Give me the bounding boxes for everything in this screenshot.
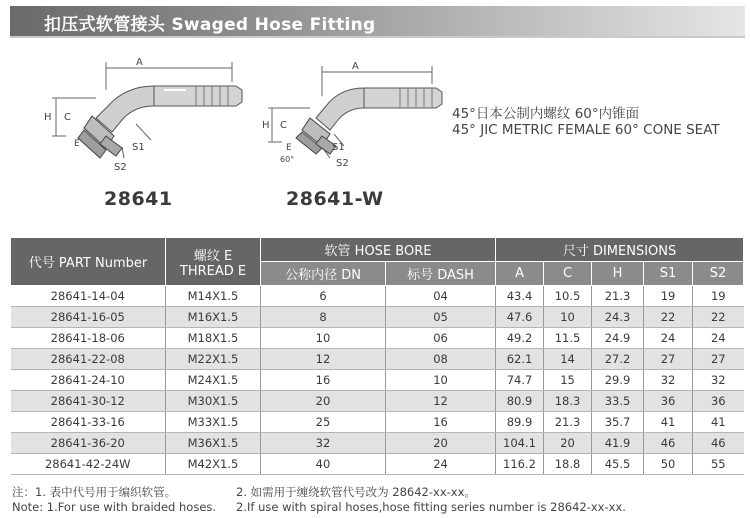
dim-s1-label: S1 bbox=[132, 142, 145, 153]
cell-part-number: 28641-33-16 bbox=[11, 412, 166, 433]
cell-a: 116.2 bbox=[496, 454, 544, 475]
cell-thread: M24X1.5 bbox=[166, 370, 261, 391]
cell-c: 11.5 bbox=[544, 328, 592, 349]
cell-c: 10 bbox=[544, 307, 592, 328]
header-h: H bbox=[592, 262, 644, 286]
cell-c: 10.5 bbox=[544, 286, 592, 307]
cell-dash: 24 bbox=[386, 454, 496, 475]
cell-thread: M36X1.5 bbox=[166, 433, 261, 454]
cell-part-number: 28641-18-06 bbox=[11, 328, 166, 349]
cell-part-number: 28641-14-04 bbox=[11, 286, 166, 307]
header-part-number: 代号 PART Number bbox=[11, 238, 166, 286]
cell-thread: M30X1.5 bbox=[166, 391, 261, 412]
cell-c: 18.8 bbox=[544, 454, 592, 475]
cell-dn: 12 bbox=[261, 349, 386, 370]
cell-c: 14 bbox=[544, 349, 592, 370]
dim-s1-label-w: S1 bbox=[332, 142, 345, 153]
cell-a: 49.2 bbox=[496, 328, 544, 349]
note-2-cn: 2. 如需用于缠绕软管代号改为 28642-xx-xx。 bbox=[236, 485, 476, 499]
fitting-diagram-28641-w bbox=[260, 54, 450, 172]
dim-h-label-w: H bbox=[262, 120, 270, 131]
cell-part-number: 28641-22-08 bbox=[11, 349, 166, 370]
cell-c: 20 bbox=[544, 433, 592, 454]
dim-h-label: H bbox=[44, 112, 52, 123]
note-1-cn: 注：1. 表中代号用于编织软管。 bbox=[12, 485, 177, 499]
cell-thread: M14X1.5 bbox=[166, 286, 261, 307]
cell-s2: 32 bbox=[693, 370, 744, 391]
cell-s2: 46 bbox=[693, 433, 744, 454]
cell-s2: 36 bbox=[693, 391, 744, 412]
cell-dash: 06 bbox=[386, 328, 496, 349]
cell-a: 43.4 bbox=[496, 286, 544, 307]
cell-thread: M18X1.5 bbox=[166, 328, 261, 349]
cell-thread: M16X1.5 bbox=[166, 307, 261, 328]
page-title: 扣压式软管接头 Swaged Hose Fitting bbox=[44, 15, 376, 35]
cell-s1: 27 bbox=[644, 349, 693, 370]
dim-e-label-w: E bbox=[286, 143, 292, 153]
cell-dash: 20 bbox=[386, 433, 496, 454]
table-row bbox=[11, 286, 744, 307]
cell-h: 29.9 bbox=[592, 370, 644, 391]
cell-s2: 55 bbox=[693, 454, 744, 475]
table-row bbox=[11, 433, 744, 454]
cell-s1: 32 bbox=[644, 370, 693, 391]
dim-e-label: E bbox=[74, 139, 80, 149]
spec-table bbox=[10, 237, 744, 475]
cell-h: 21.3 bbox=[592, 286, 644, 307]
table-row bbox=[11, 370, 744, 391]
note-2-en: 2.If use with spiral hoses,hose fitting series number is 28642-xx-xx. bbox=[236, 500, 626, 514]
table-row bbox=[11, 328, 744, 349]
table-row bbox=[11, 391, 744, 412]
table-row bbox=[11, 349, 744, 370]
table-row bbox=[11, 307, 744, 328]
cell-dn: 16 bbox=[261, 370, 386, 391]
cell-s1: 22 bbox=[644, 307, 693, 328]
cell-s1: 24 bbox=[644, 328, 693, 349]
note-1-en: Note: 1.For use with braided hoses. bbox=[12, 500, 217, 514]
fitting-diagram-28641 bbox=[36, 52, 250, 180]
cell-part-number: 28641-42-24W bbox=[11, 454, 166, 475]
cell-s2: 41 bbox=[693, 412, 744, 433]
cell-dn: 25 bbox=[261, 412, 386, 433]
cell-thread: M22X1.5 bbox=[166, 349, 261, 370]
cell-dn: 10 bbox=[261, 328, 386, 349]
cell-s1: 50 bbox=[644, 454, 693, 475]
spec-table-body bbox=[11, 286, 744, 475]
cell-dn: 40 bbox=[261, 454, 386, 475]
header-thread-en: THREAD E bbox=[179, 263, 247, 279]
cell-c: 18.3 bbox=[544, 391, 592, 412]
header-s1: S1 bbox=[644, 262, 693, 286]
cell-a: 89.9 bbox=[496, 412, 544, 433]
cell-a: 62.1 bbox=[496, 349, 544, 370]
cell-s1: 36 bbox=[644, 391, 693, 412]
cell-dash: 16 bbox=[386, 412, 496, 433]
header-hose-bore: 软管 HOSE BORE bbox=[261, 238, 496, 262]
header-s2: S2 bbox=[693, 262, 744, 286]
cell-part-number: 28641-30-12 bbox=[11, 391, 166, 412]
header-thread bbox=[166, 238, 261, 286]
header-c: C bbox=[544, 262, 592, 286]
dim-angle-label-w: 60° bbox=[280, 155, 295, 164]
dim-c-label-w: C bbox=[280, 120, 287, 131]
cell-thread: M33X1.5 bbox=[166, 412, 261, 433]
header-dn: 公称内径 DN bbox=[261, 262, 386, 286]
cell-dash: 05 bbox=[386, 307, 496, 328]
cell-s2: 27 bbox=[693, 349, 744, 370]
cell-thread: M42X1.5 bbox=[166, 454, 261, 475]
cell-dn: 8 bbox=[261, 307, 386, 328]
header-bar bbox=[10, 6, 745, 36]
cell-c: 15 bbox=[544, 370, 592, 391]
cell-h: 41.9 bbox=[592, 433, 644, 454]
cell-s1: 46 bbox=[644, 433, 693, 454]
cell-dn: 20 bbox=[261, 391, 386, 412]
cell-dash: 08 bbox=[386, 349, 496, 370]
header-a: A bbox=[496, 262, 544, 286]
cell-a: 74.7 bbox=[496, 370, 544, 391]
cell-s2: 22 bbox=[693, 307, 744, 328]
cell-part-number: 28641-16-05 bbox=[11, 307, 166, 328]
header-dash: 标号 DASH bbox=[386, 262, 496, 286]
cell-h: 35.7 bbox=[592, 412, 644, 433]
cell-h: 27.2 bbox=[592, 349, 644, 370]
cell-s1: 19 bbox=[644, 286, 693, 307]
description-cn: 45°日本公制内螺纹 60°内锥面 bbox=[452, 106, 640, 122]
description-en: 45° JIC METRIC FEMALE 60° CONE SEAT bbox=[452, 122, 720, 138]
cell-dn: 32 bbox=[261, 433, 386, 454]
cell-part-number: 28641-24-10 bbox=[11, 370, 166, 391]
dim-a-label: A bbox=[136, 57, 143, 68]
cell-s2: 24 bbox=[693, 328, 744, 349]
dim-c-label: C bbox=[64, 112, 71, 123]
header-thread-cn: 螺纹 E bbox=[193, 248, 233, 264]
table-row bbox=[11, 454, 744, 475]
cell-dn: 6 bbox=[261, 286, 386, 307]
model-label-28641: 28641 bbox=[104, 188, 173, 210]
cell-dash: 10 bbox=[386, 370, 496, 391]
cell-s1: 41 bbox=[644, 412, 693, 433]
cell-a: 104.1 bbox=[496, 433, 544, 454]
header-dimensions: 尺寸 DIMENSIONS bbox=[496, 238, 744, 262]
cell-a: 80.9 bbox=[496, 391, 544, 412]
cell-h: 24.9 bbox=[592, 328, 644, 349]
cell-dash: 04 bbox=[386, 286, 496, 307]
dim-s2-label-w: S2 bbox=[336, 158, 349, 169]
cell-s2: 19 bbox=[693, 286, 744, 307]
cell-h: 33.5 bbox=[592, 391, 644, 412]
cell-h: 45.5 bbox=[592, 454, 644, 475]
dim-a-label-w: A bbox=[352, 61, 359, 72]
table-row bbox=[11, 412, 744, 433]
cell-c: 21.3 bbox=[544, 412, 592, 433]
header-divider bbox=[10, 36, 745, 38]
model-label-28641-w: 28641-W bbox=[286, 188, 384, 210]
cell-part-number: 28641-36-20 bbox=[11, 433, 166, 454]
cell-a: 47.6 bbox=[496, 307, 544, 328]
cell-dash: 12 bbox=[386, 391, 496, 412]
cell-h: 24.3 bbox=[592, 307, 644, 328]
dim-s2-label: S2 bbox=[114, 162, 127, 173]
